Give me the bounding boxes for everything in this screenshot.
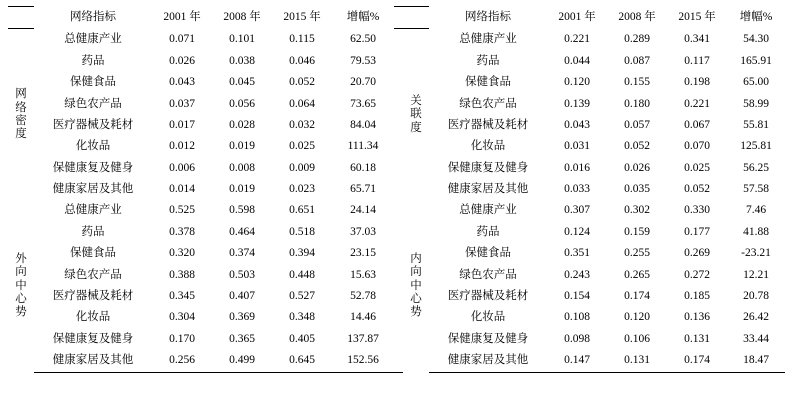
value-2001-left: 0.014: [169, 183, 195, 196]
value-2008-right: 0.087: [624, 54, 650, 67]
value-2001-left: 0.304: [169, 311, 195, 324]
table-header-row: [8, 7, 785, 29]
value-2015-right: 0.198: [684, 76, 710, 89]
value-2015-left: 0.645: [272, 350, 332, 372]
value-growth-left: 152.56: [332, 350, 394, 372]
value-2015-left: 0.405: [289, 332, 315, 345]
value-growth-left: 20.70: [350, 76, 376, 89]
value-2015-right: 0.136: [684, 311, 710, 324]
value-2008-left: 0.038: [229, 54, 255, 67]
value-2015-left: 0.025: [289, 140, 315, 153]
indicator-cell-left: 保健食品: [70, 76, 116, 89]
value-2001-left: 0.320: [169, 247, 195, 260]
indicator-cell-left: 总健康产业: [64, 33, 122, 46]
value-2008-left: 0.499: [212, 350, 272, 372]
value-2015-right: 0.131: [684, 332, 710, 345]
value-2015-left: 0.115: [289, 33, 315, 46]
value-2001-left: 0.006: [169, 161, 195, 174]
value-growth-left: 73.65: [350, 97, 376, 110]
value-2001-right: 0.351: [564, 247, 590, 260]
value-growth-right: 20.78: [743, 290, 769, 303]
column-gap: [394, 72, 403, 93]
value-growth-left: 84.04: [350, 118, 376, 131]
group-header-spacer-right: [403, 7, 429, 29]
value-2001-right: 0.108: [564, 311, 590, 324]
value-2001-left: 0.071: [169, 33, 195, 46]
column-gap: [394, 94, 403, 115]
indicator-cell-right: 化妆品: [470, 140, 506, 153]
column-gap: [394, 329, 403, 350]
value-2015-left: 0.046: [289, 54, 315, 67]
value-2001-left: 0.345: [169, 290, 195, 303]
column-gap: [394, 265, 403, 286]
value-2008-right: 0.155: [624, 76, 650, 89]
value-2001-left: 0.525: [169, 204, 195, 217]
value-2001-right: 0.033: [564, 183, 590, 196]
indicator-cell-right: 化妆品: [470, 311, 506, 324]
value-2015-left: 0.651: [289, 204, 315, 217]
value-growth-right: 41.88: [743, 225, 769, 238]
column-gap: [394, 51, 403, 72]
indicator-cell-right: 保健康复及健身: [447, 161, 529, 174]
value-growth-right: 18.47: [727, 350, 785, 372]
value-2015-right: 0.272: [684, 268, 710, 281]
header-2001-left: 2001 年: [163, 10, 201, 23]
value-growth-right: 55.81: [743, 118, 769, 131]
table-row: [8, 29, 785, 51]
value-growth-left: 111.34: [347, 140, 379, 153]
value-2001-left: 0.170: [169, 332, 195, 345]
indicator-cell-right: 保健康复及健身: [447, 332, 529, 345]
indicator-cell-left: 化妆品: [75, 311, 111, 324]
value-2015-left: 0.032: [289, 118, 315, 131]
table-row: [8, 307, 785, 328]
column-gap: [394, 179, 403, 200]
value-2008-right: 0.120: [624, 311, 650, 324]
value-growth-left: 15.63: [350, 268, 376, 281]
value-2001-right: 0.016: [564, 161, 590, 174]
indicator-cell-left: 总健康产业: [64, 204, 122, 217]
value-growth-right: 56.25: [743, 161, 769, 174]
group-header-spacer-left: [8, 7, 34, 29]
value-2015-right: 0.177: [684, 225, 710, 238]
value-growth-right: 7.46: [745, 204, 767, 217]
value-2001-right: 0.243: [564, 268, 590, 281]
value-2008-right: 0.255: [624, 247, 650, 260]
value-growth-right: 12.21: [743, 268, 769, 281]
value-2015-right: 0.025: [684, 161, 710, 174]
value-growth-right: 54.30: [743, 33, 769, 46]
value-growth-left: 137.87: [347, 332, 379, 345]
indicator-cell-left: 医疗器械及耗材: [52, 290, 134, 303]
value-2001-left: 0.043: [169, 76, 195, 89]
indicator-cell-right: 保健食品: [465, 247, 511, 260]
header-2001-right: 2001 年: [558, 10, 596, 23]
value-2015-right: 0.221: [684, 97, 710, 110]
value-2001-right: 0.139: [564, 97, 590, 110]
value-2008-right: 0.057: [624, 118, 650, 131]
column-gap: [394, 158, 403, 179]
value-growth-right: 33.44: [743, 332, 769, 345]
column-gap: [394, 286, 403, 307]
value-2008-left: 0.019: [229, 183, 255, 196]
indicator-cell-left: 保健食品: [70, 247, 116, 260]
header-2008-left: 2008 年: [223, 10, 261, 23]
value-2015-right: 0.117: [684, 54, 710, 67]
value-2008-left: 0.019: [229, 140, 255, 153]
value-growth-right: 57.58: [743, 183, 769, 196]
column-gap: [394, 7, 403, 29]
group-label-left-2: 外 向 中 心 势: [15, 253, 27, 319]
table-row: [8, 350, 785, 372]
column-gap: [394, 222, 403, 243]
value-2001-right: 0.043: [564, 118, 590, 131]
column-gap: [394, 115, 403, 136]
value-2015-right: 0.269: [684, 247, 710, 260]
table-row: [8, 179, 785, 200]
value-2008-right: 0.106: [624, 332, 650, 345]
table-row: [8, 136, 785, 157]
indicator-cell-left: 健康家居及其他: [52, 183, 134, 196]
value-growth-right: 65.00: [743, 76, 769, 89]
value-2015-left: 0.023: [289, 183, 315, 196]
value-2008-left: 0.365: [229, 332, 255, 345]
value-2008-right: 0.180: [624, 97, 650, 110]
value-2008-left: 0.008: [229, 161, 255, 174]
value-growth-left: 62.50: [350, 33, 376, 46]
value-2008-right: 0.174: [624, 290, 650, 303]
value-2008-left: 0.503: [229, 268, 255, 281]
table-row: [8, 201, 785, 222]
table-row: [8, 115, 785, 136]
value-2001-right: 0.124: [564, 225, 590, 238]
column-gap: [394, 307, 403, 328]
value-2015-left: 0.448: [289, 268, 315, 281]
header-2015-right: 2015 年: [678, 10, 716, 23]
value-2015-left: 0.009: [289, 161, 315, 174]
header-indicator-right: 网络指标: [465, 10, 511, 23]
indicator-cell-right: 总健康产业: [459, 33, 517, 46]
value-2001-left: 0.012: [169, 140, 195, 153]
value-2015-left: 0.064: [289, 97, 315, 110]
indicator-cell-right: 健康家居及其他: [429, 350, 547, 372]
table-row: [8, 72, 785, 93]
value-2008-left: 0.045: [229, 76, 255, 89]
indicator-cell-left: 药品: [81, 54, 105, 67]
indicator-cell-left: 绿色农产品: [64, 97, 122, 110]
value-2001-left: 0.378: [169, 225, 195, 238]
value-2001-left: 0.037: [169, 97, 195, 110]
table-row: [8, 222, 785, 243]
value-2001-left: 0.388: [169, 268, 195, 281]
value-2015-left: 0.527: [289, 290, 315, 303]
value-growth-left: 52.78: [350, 290, 376, 303]
indicator-cell-right: 药品: [476, 54, 500, 67]
indicator-cell-left: 医疗器械及耗材: [52, 118, 134, 131]
value-growth-left: 23.15: [350, 247, 376, 260]
indicator-cell-left: 化妆品: [75, 140, 111, 153]
value-2008-left: 0.407: [229, 290, 255, 303]
value-2015-right: 0.330: [684, 204, 710, 217]
value-growth-right: 165.91: [740, 54, 772, 67]
indicator-cell-left: 健康家居及其他: [34, 350, 152, 372]
value-2015-left: 0.348: [289, 311, 315, 324]
value-2008-right: 0.265: [624, 268, 650, 281]
value-growth-left: 37.03: [350, 225, 376, 238]
value-2008-right: 0.131: [607, 350, 667, 372]
header-growth-left: 增幅%: [346, 10, 380, 23]
value-2008-right: 0.289: [624, 33, 650, 46]
header-growth-right: 增幅%: [739, 10, 773, 23]
value-2008-right: 0.159: [624, 225, 650, 238]
group-label-right-2: 内 向 中 心 势: [410, 253, 422, 319]
value-2001-right: 0.044: [564, 54, 590, 67]
value-2015-right: 0.067: [684, 118, 710, 131]
indicator-cell-left: 绿色农产品: [64, 268, 122, 281]
value-2001-left: 0.017: [169, 118, 195, 131]
value-2008-right: 0.026: [624, 161, 650, 174]
indicator-cell-right: 总健康产业: [459, 204, 517, 217]
indicator-cell-right: 保健食品: [465, 76, 511, 89]
header-2008-right: 2008 年: [618, 10, 656, 23]
table-row: [8, 329, 785, 350]
table-row: [8, 243, 785, 264]
indicator-cell-left: 保健康复及健身: [52, 161, 134, 174]
value-2015-right: 0.070: [684, 140, 710, 153]
value-growth-left: 14.46: [350, 311, 376, 324]
value-2001-right: 0.098: [564, 332, 590, 345]
value-2015-left: 0.518: [289, 225, 315, 238]
indicator-cell-right: 药品: [476, 225, 500, 238]
column-gap: [394, 136, 403, 157]
column-gap: [394, 350, 403, 372]
value-growth-right: -23.21: [741, 247, 771, 260]
value-2008-left: 0.598: [229, 204, 255, 217]
value-2008-right: 0.035: [624, 183, 650, 196]
value-2008-right: 0.052: [624, 140, 650, 153]
table-row: [8, 51, 785, 72]
indicator-cell-right: 健康家居及其他: [447, 183, 529, 196]
value-growth-left: 60.18: [350, 161, 376, 174]
value-growth-right: 125.81: [740, 140, 772, 153]
header-2015-left: 2015 年: [283, 10, 321, 23]
table-row: [8, 158, 785, 179]
value-2008-left: 0.374: [229, 247, 255, 260]
value-growth-left: 24.14: [350, 204, 376, 217]
value-2015-right: 0.174: [667, 350, 727, 372]
value-2015-right: 0.341: [684, 33, 710, 46]
value-2001-left: 0.026: [169, 54, 195, 67]
group-label-right-1: 关 联 度: [410, 94, 422, 134]
value-growth-right: 58.99: [743, 97, 769, 110]
value-2015-right: 0.185: [684, 290, 710, 303]
indicator-cell-right: 医疗器械及耗材: [447, 118, 529, 131]
column-gap: [394, 29, 403, 51]
value-growth-left: 79.53: [350, 54, 376, 67]
value-2008-left: 0.101: [229, 33, 255, 46]
column-gap: [394, 201, 403, 222]
value-2001-right: 0.147: [547, 350, 607, 372]
value-2008-right: 0.302: [624, 204, 650, 217]
value-2001-right: 0.221: [564, 33, 590, 46]
value-2015-left: 0.052: [289, 76, 315, 89]
value-growth-left: 65.71: [350, 183, 376, 196]
group-label-left-1: 网 络 密 度: [15, 88, 27, 141]
indicator-cell-left: 药品: [81, 225, 105, 238]
table-row: [8, 94, 785, 115]
indicator-cell-right: 医疗器械及耗材: [447, 290, 529, 303]
value-2015-left: 0.394: [289, 247, 315, 260]
indicator-cell-right: 绿色农产品: [459, 268, 517, 281]
network-metrics-table: [8, 6, 785, 373]
value-2001-right: 0.031: [564, 140, 590, 153]
value-2008-left: 0.028: [229, 118, 255, 131]
value-2015-right: 0.052: [684, 183, 710, 196]
header-indicator-left: 网络指标: [70, 10, 116, 23]
table-body: [8, 7, 785, 373]
value-2001-right: 0.154: [564, 290, 590, 303]
table-row: [8, 265, 785, 286]
column-gap: [394, 243, 403, 264]
value-2008-left: 0.464: [229, 225, 255, 238]
value-2001-right: 0.120: [564, 76, 590, 89]
indicator-cell-left: 保健康复及健身: [52, 332, 134, 345]
indicator-cell-right: 绿色农产品: [459, 97, 517, 110]
value-2008-left: 0.056: [229, 97, 255, 110]
value-2008-left: 0.369: [229, 311, 255, 324]
value-2001-right: 0.307: [564, 204, 590, 217]
value-growth-right: 26.42: [743, 311, 769, 324]
value-2001-left: 0.256: [152, 350, 212, 372]
table-row: [8, 286, 785, 307]
